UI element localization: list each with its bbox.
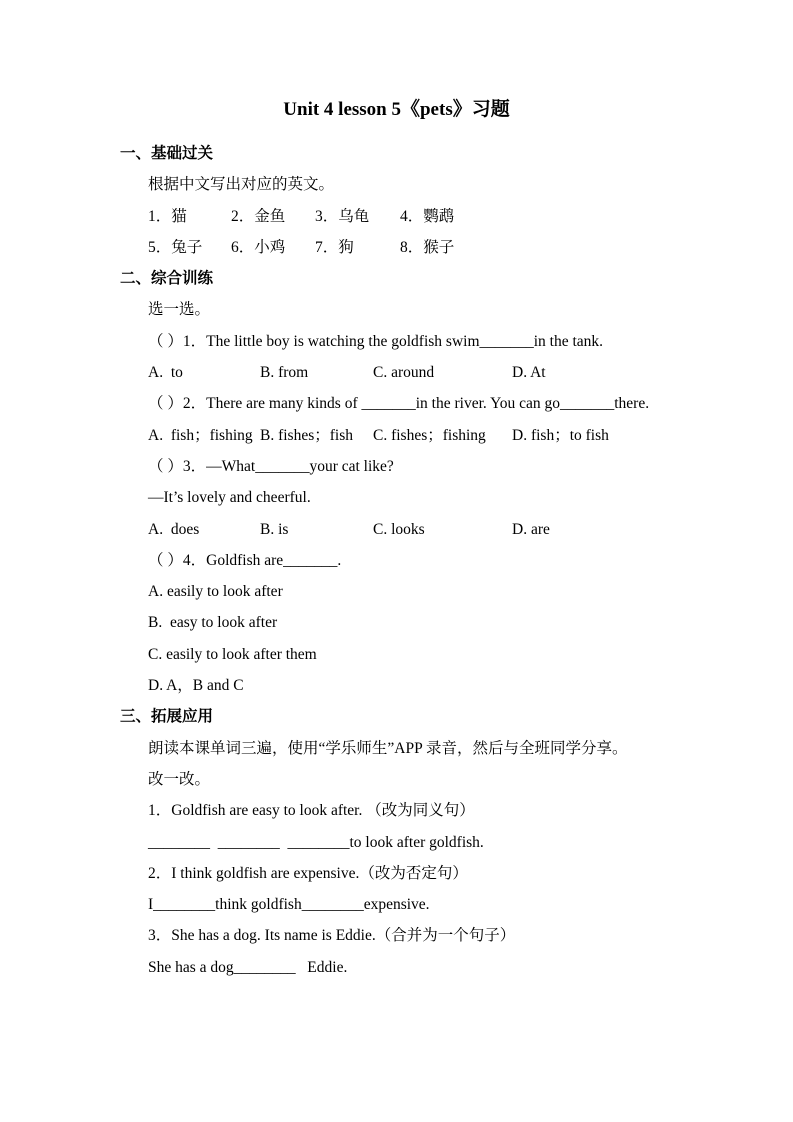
q4-option-b: B. easy to look after — [148, 614, 278, 632]
section1-heading: 一、基础过关 — [120, 145, 214, 162]
vocab-item-2: 2．金鱼 — [231, 207, 286, 225]
section3-heading: 三、拓展应用 — [120, 708, 214, 726]
question-3-reply: —It’s lovely and cheerful. — [148, 489, 311, 507]
section3-instruction-1: 朗读本课单词三遍，使用“学乐师生”APP 录音，然后与全班同学分享。 — [148, 739, 628, 757]
rewrite-2-stem: 2．I think goldfish are expensive.（改为否定句） — [148, 864, 468, 882]
vocab-item-6: 6．小鸡 — [231, 238, 286, 256]
q3-option-b: B. is — [260, 520, 289, 538]
vocab-item-3: 3．乌龟 — [315, 207, 370, 225]
rewrite-1-stem: 1．Goldfish are easy to look after. （改为同义句） — [148, 802, 475, 820]
vocab-item-4: 4．鹦鹉 — [400, 207, 455, 225]
question-3-stem: （ ）3．—What_______your cat like? — [148, 457, 394, 475]
question-2-options — [0, 420, 793, 451]
vocab-item-5: 5．兔子 — [148, 238, 203, 256]
vocab-item-1: 1．猫 — [148, 207, 187, 225]
question-1-options — [0, 357, 793, 388]
q3-option-a: A. does — [148, 520, 200, 538]
q1-option-d: D. At — [512, 364, 546, 382]
section3-instruction-2: 改一改。 — [148, 770, 211, 788]
question-3-options — [0, 514, 793, 545]
q2-option-c: C. fishes；fishing — [373, 426, 486, 444]
q4-option-c: C. easily to look after them — [148, 645, 317, 663]
q3-option-c: C. looks — [373, 520, 425, 538]
vocab-item-8: 8．猴子 — [400, 238, 455, 256]
q2-option-a: A. fish；fishing — [148, 426, 253, 444]
q2-option-d: D. fish；to fish — [512, 426, 609, 444]
question-4-stem: （ ）4．Goldfish are_______. — [148, 551, 342, 569]
vocab-row-1 — [0, 201, 793, 232]
q1-option-c: C. around — [373, 364, 435, 382]
q4-option-a: A. easily to look after — [148, 583, 283, 601]
question-2-stem: （ ）2．There are many kinds of _______in the river. You can go_______there. — [148, 395, 650, 413]
rewrite-1-answer-blanks: ________ ________ ________to look after goldfish. — [148, 833, 484, 851]
page-title: Unit 4 lesson 5《pets》习题 — [283, 99, 510, 120]
q1-option-a: A. to — [148, 364, 183, 382]
q4-option-d: D. A，B and C — [148, 677, 244, 695]
rewrite-2-answer-blanks: I________think goldfish________expensive. — [148, 896, 430, 914]
q2-option-b: B. fishes；fish — [260, 426, 354, 444]
rewrite-3-answer-blanks: She has a dog________ Eddie. — [148, 958, 348, 976]
section2-heading: 二、综合训练 — [120, 270, 214, 288]
q3-option-d: D. are — [512, 520, 550, 538]
section1-instruction: 根据中文写出对应的英文。 — [148, 176, 335, 194]
rewrite-3-stem: 3．She has a dog. Its name is Eddie.（合并为一个句子） — [148, 927, 516, 945]
question-1-stem: （ ）1．The little boy is watching the goldfish swim_______in the tank. — [148, 332, 604, 350]
vocab-row-2 — [0, 232, 793, 263]
q1-option-b: B. from — [260, 364, 309, 382]
section2-instruction: 选一选。 — [148, 301, 211, 319]
vocab-item-7: 7．狗 — [315, 238, 354, 256]
